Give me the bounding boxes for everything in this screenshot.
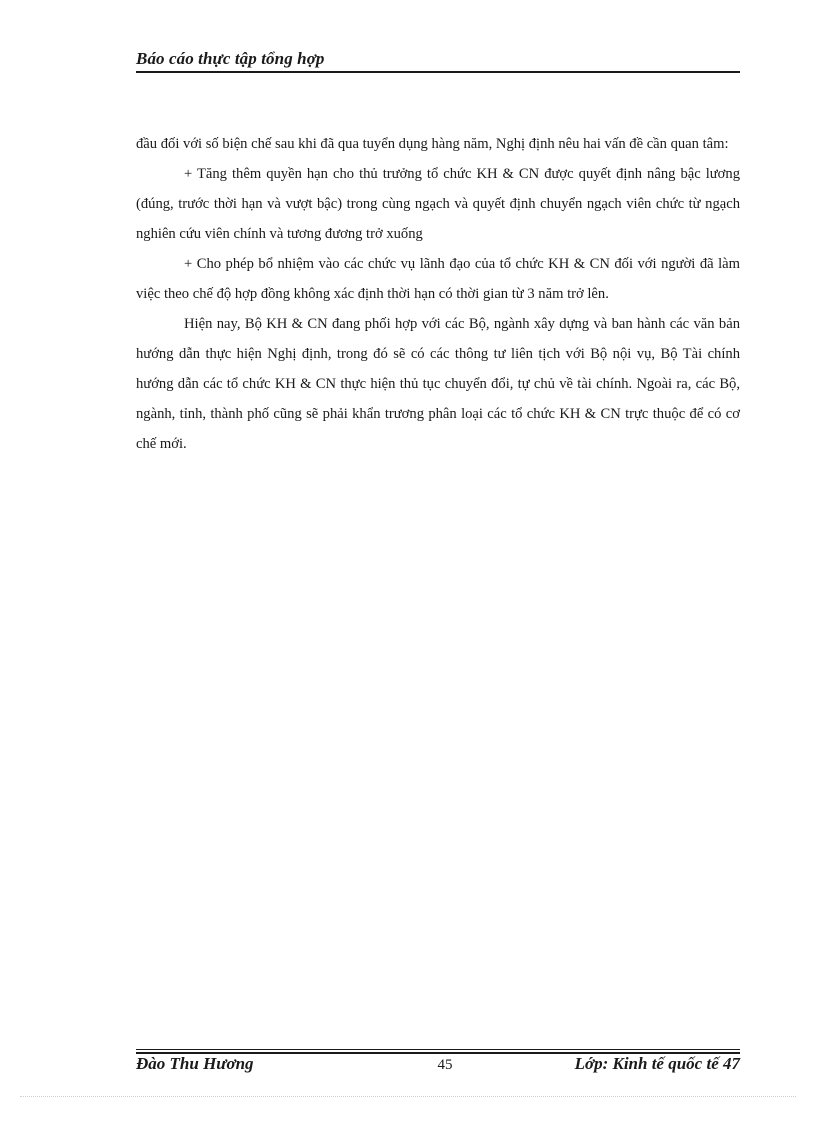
- footer-author: Đào Thu Hương: [136, 1054, 254, 1073]
- header-divider: [136, 71, 740, 73]
- body-text: [136, 129, 740, 459]
- page-number: 45: [437, 1057, 453, 1073]
- paragraph-continuation: đầu đối với số biện chế sau khi đã qua tuyển dụng hàng năm, Nghị định nêu hai vấn đề cần quan tâm:: [136, 136, 729, 152]
- paragraph-bullet-1: + Tăng thêm quyền hạn cho thủ trưởng tổ chức KH & CN được quyết định nâng bậc lương (đúng, trước thời hạn và vượt bậc) trong cùng ngạch và quyết định chuyển ngạch viên chức từ ngạch nghiên cứu viên chính và tương đương trở xuống: [136, 166, 740, 242]
- paragraph-current-status: Hiện nay, Bộ KH & CN đang phối hợp với các Bộ, ngành xây dựng và ban hành các văn bản hướng dẫn thực hiện Nghị định, trong đó sẽ có các thông tư liên tịch với Bộ nội vụ, Bộ Tài chính hướng dẫn các tổ chức KH & CN thực hiện thủ tục chuyển đổi, tự chủ về tài chính. Ngoài ra, các Bộ, ngành, tỉnh, thành phố cũng sẽ phải khẩn trương phân loại các tổ chức KH & CN trực thuộc để có cơ chế mới.: [136, 316, 740, 452]
- footer-divider-thin: [136, 1049, 740, 1050]
- page-header-title: Báo cáo thực tập tổng hợp: [136, 49, 325, 68]
- footer-class: Lớp: Kinh tế quốc tế 47: [574, 1054, 740, 1073]
- paragraph-bullet-2: + Cho phép bổ nhiệm vào các chức vụ lãnh đạo của tổ chức KH & CN đối với người đã làm việc theo chế độ hợp đồng không xác định thời hạn có thời gian từ 3 năm trở lên.: [136, 256, 740, 302]
- page-edge-line: [20, 1096, 796, 1097]
